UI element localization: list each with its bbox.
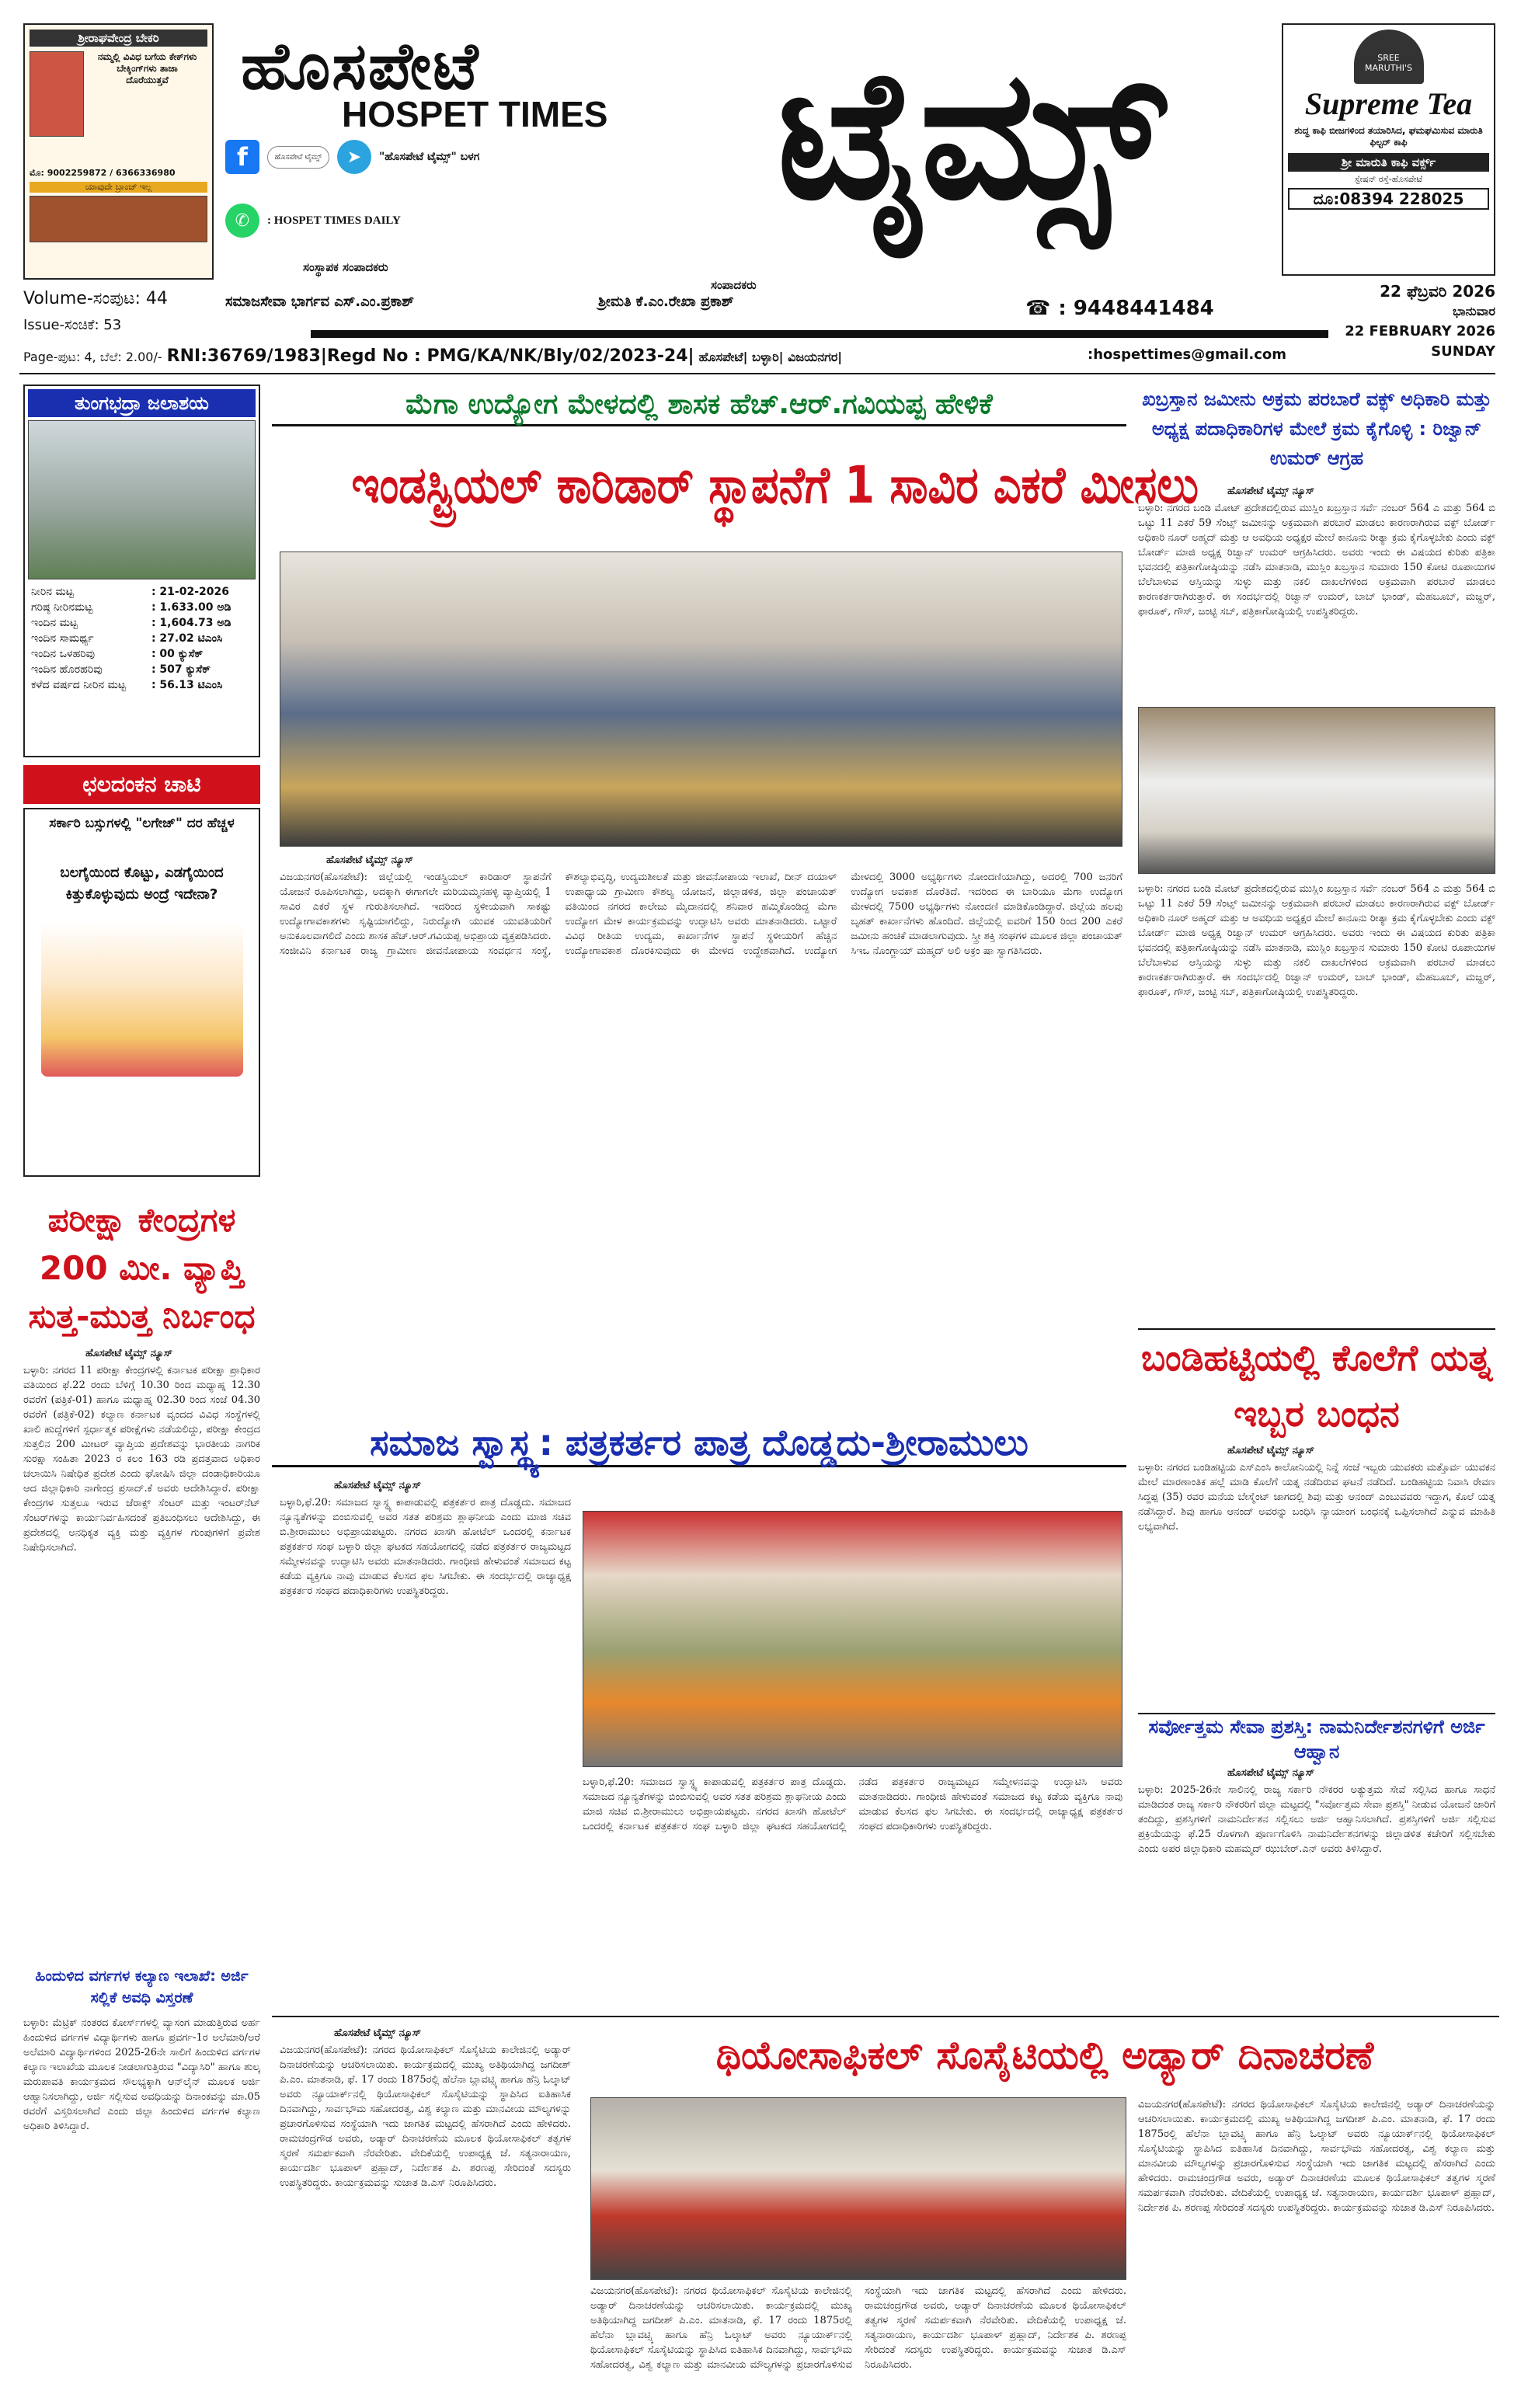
byline: ಹೊಸಪೇಟೆ ಟೈಮ್ಸ್ ನ್ಯೂಸ್ bbox=[1227, 485, 1315, 497]
job-fair-photo bbox=[280, 552, 1122, 847]
tea-ad bbox=[1282, 23, 1495, 276]
byline: ಹೊಸಪೇಟೆ ಟೈಮ್ಸ್ ನ್ಯೂಸ್ bbox=[334, 2027, 422, 2039]
masthead-logo: ಟೈಮ್ಸ್ bbox=[777, 32, 1165, 239]
dam-row bbox=[31, 584, 252, 600]
exam-article-body: ಬಳ್ಳಾರಿ: ನಗರದ 11 ಪರೀಕ್ಷಾ ಕೇಂದ್ರಗಳಲ್ಲಿ ಕರ್ನಾಟಕ ಪರೀಕ್ಷಾ ಪ್ರಾಧಿಕಾರ ವತಿಯಿಂದ ಫೆ.22 ರಂದು ಬೆಳಿಗ್ಗೆ 10.30 ರಿಂದ ಮಧ್ಯಾಹ್ನ 12.30 ರವರೆಗೆ (ಪತ್ರಿಕೆ-01) ಹಾಗೂ ಮಧ್ಯಾಹ್ನ 02.30 ರಿಂದ ಸಂಜೆ 04.30 ರವರೆಗೆ (ಪತ್ರಿಕೆ-02) ಕಲ್ಯಾಣ ಕರ್ನಾಟಕ ವೃಂದದ ವಿವಿಧ ಸಂಸ್ಥೆಗಳಲ್ಲಿ ಖಾಲಿ ಹುದ್ದೆಗಳಿಗೆ ಸ್ಪರ್ಧಾತ್ಮಕ ಪರೀಕ್ಷೆಗಳು ನಡೆಯಲಿದ್ದು, ಪರೀಕ್ಷಾ ಕೇಂದ್ರದ ಸುತ್ತಲಿನ 200 ಮೀಟರ್ ವ್ಯಾಪ್ತಿಯ ಪ್ರದೇಶವನ್ನು ಭಾರತೀಯ ನಾಗರಿಕ ಸುರಕ್ಷಾ ಸಂಹಿತಾ 2023 ರ ಕಲಂ 163 ರಡಿ ಪ್ರದತ್ತವಾದ ಅಧಿಕಾರ ಚಲಾಯಿಸಿ ನಿಷೇಧಿತ ಪ್ರದೇಶ ಎಂದು ಘೋಷಿಸಿ ಜಿಲ್ಲಾ ದಂಡಾಧಿಕಾರಿಯೂ ಆದ ಜಿಲ್ಲಾಧಿಕಾರಿ ನಾಗೇಂದ್ರ ಪ್ರಸಾದ್.ಕೆ ಅವರು ಆದೇಶಿಸಿದ್ದಾರೆ. ಪರೀಕ್ಷಾ ಕೇಂದ್ರಗಳ ಸುತ್ತಲೂ ಇರುವ ಜೆರಾಕ್ಸ್ ಸೆಂಟರ್ ಮತ್ತು ಇಂಟರ್‌ನೆಟ್ ಸೆಂಟರ್‌ಗಳನ್ನು ಕಾರ್ಯನಿರ್ವಹಿಸದಂತೆ ಪ್ರತಿಬಂಧಿಸಲು ಆದೇಶಿಸಿದ್ದು, ಈ ಪ್ರದೇಶದಲ್ಲಿ ಅನಧಿಕೃತ ವ್ಯಕ್ತಿ ಮತ್ತು ವ್ಯಕ್ತಿಗಳ ಗುಂಪುಗಳಿಗೆ ಪ್ರವೇಶ ನಿಷೇಧಿಸಲಾಗಿದೆ. bbox=[23, 1365, 260, 1554]
dam-row bbox=[31, 646, 252, 662]
waqf-article-body-cont: ಬಳ್ಳಾರಿ: ನಗರದ ಬಂಡಿ ಮೋಟ್ ಪ್ರದೇಶದಲ್ಲಿರುವ ಮುಸ್ಲಿಂ ಖಬ್ರಸ್ತಾನ ಸರ್ವೆ ನಂಬರ್ 564 ಎ ಮತ್ತು 564 ಬಿ ಒಟ್ಟು 11 ಎಕರೆ 59 ಸೆಂಟ್ಸ್ ಜಮೀನನ್ನು ಅಕ್ರಮವಾಗಿ ಪರಬಾರೆ ಮಾಡಲು ಕಾರಣರಾಗಿರುವ ವಕ್ಫ್ ಬೋರ್ಡ್ ಅಧಿಕಾರಿ ನೂರ್ ಅಹ್ಮದ್ ಮತ್ತು ಆ ಅವಧಿಯ ಅಧ್ಯಕ್ಷರ ಮೇಲೆ ಕಾನೂನು ರೀತ್ಯಾ ಕ್ರಮ ಕೈಗೊಳ್ಳಬೇಕು ಎಂದು ವಕ್ಫ್ ಬೋರ್ಡ್ ಮಾಜಿ ಅಧ್ಯಕ್ಷ ರಿಜ್ವಾನ್ ಉಮರ್ ಆಗ್ರಹಿಸಿದರು. ಅವರು ಇಂದು ಈ ವಿಷಯದ ಕುರಿತು ಪತ್ರಿಕಾ ಭವನದಲ್ಲಿ ಪತ್ರಿಕಾಗೋಷ್ಠಿಯನ್ನು ನಡೆಸಿ ಮಾತನಾಡಿ, ಮುಸ್ಲಿಂ ಖಬ್ರಸ್ತಾನ ಸುಮಾರು 150 ಕೋಟಿ ರೂಪಾಯಿಗಳ ಬೆಲೆಬಾಳುವ ಆಸ್ತಿಯನ್ನು ಸುಳ್ಳು ಮತ್ತು ನಕಲಿ ದಾಖಲೆಗಳಿಂದ ಅಕ್ರಮವಾಗಿ ಪರಬಾರೆ ಮಾಡಲು ಕಾರಣಕರ್ತರಾಗಿರುತ್ತಾರೆ. ಈ ಸಂದರ್ಭದಲ್ಲಿ ರಿಜ್ವಾನ್ ಉಮರ್, ಬಾಬ್ ಭಾಂಡ್, ಮೆಹಬೂಬ್, ಮಜ್ಹರ್, ಫಾರೂಕ್, ಗೌಸ್, ಜಂಟ್ಟಿ ಸಬ್, ಪತ್ರಿಕಾಗೋಷ್ಠಿಯಲ್ಲಿ ಉಪಸ್ಥಿತರಿದ್ದರು. bbox=[1138, 883, 1495, 998]
dam-value: : 21-02-2026 bbox=[151, 586, 229, 598]
corridor-kicker: ಮೆಗಾ ಉದ್ಯೋಗ ಮೇಳದಲ್ಲಿ ಶಾಸಕ ಹೆಚ್.ಆರ್.ಗವಿಯಪ್ಪ ಹೇಳಿಕೆ bbox=[272, 388, 1126, 426]
ad-line: ಬೇಕ್ಕಿಂಗ್‌ಗಳು ತಾಜಾ bbox=[117, 63, 178, 74]
dam-label: ಇಂದಿನ ಸಾಮರ್ಥ್ಯ bbox=[31, 632, 94, 645]
dam-box bbox=[23, 385, 260, 757]
byline: ಹೊಸಪೇಟೆ ಟೈಮ್ಸ್ ನ್ಯೂಸ್ bbox=[326, 854, 414, 866]
ad-footer: ಯಾವುದೇ ಬ್ರಾಂಚ್ ಇಲ್ಲ bbox=[30, 182, 207, 193]
dam-row bbox=[31, 600, 252, 615]
ad-line: ನಮ್ಮಲ್ಲಿ ವಿವಿಧ ಬಗೆಯ ಕೇಕ್‌ಗಳು bbox=[97, 51, 197, 62]
press-meet-photo bbox=[583, 1511, 1122, 1767]
dam-row bbox=[31, 615, 252, 631]
byline: ಹೊಸಪೇಟೆ ಟೈಮ್ಸ್ ನ್ಯೂಸ್ bbox=[85, 1348, 173, 1359]
dam-value: : 27.02 ಟಿಎಂಸಿ bbox=[151, 632, 223, 645]
cartoon-bubble: ಬಲಗೈಯಿಂದ ಕೊಟ್ಟು, ಎಡಗೈಯಿಂದ ಕಿತ್ತುಕೊಳ್ಳುವುದು ಅಂದ್ರೆ ಇದೇನಾ? bbox=[60, 865, 224, 903]
press-headline: ಸಮಾಜ ಸ್ವಾಸ್ಥ್ಯ: ಪತ್ರಕರ್ತರ ಪಾತ್ರ ದೊಡ್ಡದು-ಶ್ರೀರಾಮುಲು bbox=[272, 1421, 1126, 1467]
facebook-icon[interactable]: f bbox=[225, 140, 259, 174]
corridor-article-body: ವಿಜಯನಗರ(ಹೊಸಪೇಟೆ): ಜಿಲ್ಲೆಯಲ್ಲಿ ಇಂಡಸ್ಟ್ರಿಯಲ್ ಕಾರಿಡಾರ್ ಸ್ಥಾಪನೆಗೆ ಯೋಜನೆ ರೂಪಿಸಲಾಗಿದ್ದು, ಅದಕ್ಕಾಗಿ ಈಗಾಗಲೇ ಮರಿಯಮ್ಮನಹಳ್ಳಿ ವ್ಯಾಪ್ತಿಯಲ್ಲಿ 1 ಸಾವಿರ ಎಕರೆ ಸ್ಥಳ ಗುರುತಿಸಲಾಗಿದೆ. ಇದರಿಂದ ಸ್ಥಳೀಯವಾಗಿ ಸಾಕಷ್ಟು ಉದ್ಯೋಗಾವಕಾಶಗಳು ಸೃಷ್ಟಿಯಾಗಲಿದ್ದು, ನಿರುದ್ಯೋಗಿ ಯುವಕ ಯುವತಿಯರಿಗೆ ಅನುಕೂಲವಾಗಲಿದೆ ಎಂದು ಶಾಸಕ ಹೆಚ್.ಆರ್.ಗವಿಯಪ್ಪ ಅಭಿಪ್ರಾಯ ವ್ಯಕ್ತಪಡಿಸಿದರು. ಸಂಜೀವಿನಿ ಕರ್ನಾಟಕ ರಾಜ್ಯ ಗ್ರಾಮೀಣ ಜೀವನೋಪಾಯ ಸಂವರ್ಧನ ಸಂಸ್ಥೆ, ಕೌಶಲ್ಯಾಭಿವೃದ್ಧಿ, ಉದ್ಯಮಶೀಲತೆ ಮತ್ತು ಜೀವನೋಪಾಯ ಇಲಾಖೆ, ದೀನ್ ದಯಾಳ್ ಉಪಾಧ್ಯಾಯ ಗ್ರಾಮೀಣ ಕೌಶಲ್ಯ ಯೋಜನೆ, ಜಿಲ್ಲಾಡಳಿತ, ಜಿಲ್ಲಾ ಪಂಚಾಯತ್ ವತಿಯಿಂದ ನಗರದ ಕಾಲೇಜು ಮೈದಾನದಲ್ಲಿ ಶನಿವಾರ ಹಮ್ಮಿಕೊಂಡಿದ್ದ ಮೆಗಾ ಉದ್ಯೋಗ ಮೇಳ ಕಾರ್ಯಕ್ರಮವನ್ನು ಉದ್ಘಾಟಿಸಿ ಅವರು ಮಾತನಾಡಿದರು. ಒಟ್ಟಾರೆ ವಿವಿಧ ರೀತಿಯ ಉದ್ಯಮ, ಕಾರ್ಖಾನೆಗಳ ಸ್ಥಾಪನೆ ಸ್ಥಳೀಯರಿಗೆ ಹೆಚ್ಚಿನ ಉದ್ಯೋಗಾವಕಾಶ ದೊರಕಿಸುವುದು ಈ ಮೇಳದ ಉದ್ದೇಶವಾಗಿದೆ. ಉದ್ಯೋಗ ಮೇಳದಲ್ಲಿ 3000 ಅಭ್ಯರ್ಥಿಗಳು ನೋಂದಣಿಯಾಗಿದ್ದು, ಅದರಲ್ಲಿ 700 ಜನರಿಗೆ ಉದ್ಯೋಗ ಅವಕಾಶ ದೊರೆತಿದೆ. ಇದರಿಂದ ಈ ಬಾರಿಯೂ ಮೆಗಾ ಉದ್ಯೋಗ ಮೇಳದಲ್ಲಿ 7500 ಅಭ್ಯರ್ಥಿಗಳು ನೋಂದಣಿ ಮಾಡಿಕೊಂಡಿದ್ದಾರೆ. ಜಿಲ್ಲೆಯ ಹಲವು ಬೃಹತ್ ಕಾರ್ಖಾನೆಗಳು ಹೊಂದಿದೆ. ಜಿಲ್ಲೆಯಲ್ಲಿ ಐವರಿಗೆ 150 ರಿಂದ 200 ಎಕರೆ ಜಮೀನು ಹಂಚಿಕೆ ಮಾಡಲಾಗುವುದು. ಸ್ತ್ರೀ ಶಕ್ತಿ ಸಂಘಗಳ ಮೂಲಕ ಜಿಲ್ಲಾ ಪಂಚಾಯತ್ ಸಿಇಒ ನೊಂಗ್ಜಾಯ್ ಮಹ್ಮದ್ ಅಲಿ ಅಕ್ರಂ ಷಾ ಸ್ವಾಗತಿಸಿದರು. bbox=[280, 872, 1122, 957]
ad-title: ಶ್ರೀರಾಘವೇಂದ್ರ ಬೇಕರಿ bbox=[30, 30, 207, 47]
tea-phone: ದೂ:08394 228025 bbox=[1288, 188, 1489, 210]
theosophical-headline: ಥಿಯೋಸಾಫಿಕಲ್ ಸೊಸೈಟಿಯಲ್ಲಿ ಅಡ್ಯಾರ್ ದಿನಾಚರಣೆ bbox=[715, 2033, 1374, 2078]
tea-title: Supreme Tea bbox=[1304, 86, 1473, 121]
byline: ಹೊಸಪೇಟೆ ಟೈಮ್ಸ್ ನ್ಯೂಸ್ bbox=[1227, 1767, 1315, 1779]
award-article-body: ಬಳ್ಳಾರಿ: 2025-26ನೇ ಸಾಲಿನಲ್ಲಿ ರಾಜ್ಯ ಸರ್ಕಾರಿ ನೌಕರರ ಅತ್ಯುತ್ತಮ ಸೇವೆ ಸಲ್ಲಿಸಿದ ಹಾಗೂ ಸಾಧನೆ ಮಾಡಿದಂತ ರಾಜ್ಯ ಸರ್ಕಾರಿ ನೌಕರರಿಗೆ ಜಿಲ್ಲಾ ಮಟ್ಟದಲ್ಲಿ "ಸರ್ವೋತ್ತಮ ಸೇವಾ ಪ್ರಶಸ್ತಿ" ನೀಡುವ ಯೋಜನೆ ಜಾರಿಗೆ ತಂದಿದ್ದು, ಪ್ರಶಸ್ತಿಗಳಿಗೆ ನಾಮನಿರ್ದೇಶನ ಸಲ್ಲಿಸಲು ಅರ್ಜಿ ಆಹ್ವಾನಿಸಲಾಗಿದೆ. ಪ್ರಶಸ್ತಿಗಳಿಗೆ ಅರ್ಜಿ ಸಲ್ಲಿಸುವ ಪ್ರಕ್ರಿಯೆಯನ್ನು ಫೆ.25 ರೊಳಗಾಗಿ ಪೂರ್ಣಗೊಳಿಸಿ ನಾಮನಿರ್ದೇಶನಗಳನ್ನು ಜಿಲ್ಲಾಡಳಿತ ಕಚೇರಿಗೆ ಸಲ್ಲಿಸಬೇಕು ಎಂದು ಅಪರ ಜಿಲ್ಲಾಧಿಕಾರಿ ಮಹಮ್ಮದ್ ಝುಬೇರ್.ಎನ್ ಅವರು ತಿಳಿಸಿದ್ದಾರೆ. bbox=[1138, 1784, 1495, 1855]
places: ಹೊಸಪೇಟೆ| ಬಳ್ಳಾರಿ| ವಿಜಯನಗರ| bbox=[698, 350, 843, 364]
page-price: Page-ಪುಟ: 4, ಬೆಲೆ: 2.00/- bbox=[23, 350, 162, 364]
award-headline: ಸರ್ವೋತ್ತಮ ಸೇವಾ ಪ್ರಶಸ್ತಿ: ನಾಮನಿರ್ದೇಶನಗಳಿಗೆ ಅರ್ಜಿ ಆಹ್ವಾನ bbox=[1138, 1713, 1495, 1764]
dam-value: : 1.633.00 ಅಡಿ bbox=[151, 601, 231, 614]
dam-label: ಕಳೆದ ವರ್ಷದ ನೀರಿನ ಮಟ್ಟ bbox=[31, 679, 127, 691]
cartoon-box bbox=[23, 808, 260, 1177]
cartoon-drawing bbox=[41, 921, 243, 1077]
phone-number: : 9448441484 bbox=[1058, 297, 1214, 320]
tea-address: ಸ್ಟೇಷನ್ ರಸ್ತೆ-ಹೊಸಪೇಟೆ bbox=[1354, 174, 1423, 184]
deity-image bbox=[30, 51, 84, 137]
welfare-article-body: ಬಳ್ಳಾರಿ: ಮೆಟ್ರಿಕ್ ನಂತರದ ಕೋರ್ಸ್‌ಗಳಲ್ಲಿ ವ್ಯಾಸಂಗ ಮಾಡುತ್ತಿರುವ ಅರ್ಹ ಹಿಂದುಳಿದ ವರ್ಗಗಳ ವಿದ್ಯಾರ್ಥಿಗಳು ಹಾಗೂ ಪ್ರವರ್ಗ-1ರ ಅಲೆಮಾರಿ/ಅರೆ ಅಲೆಮಾರಿ ವಿದ್ಯಾರ್ಥಿಗಳಿಂದ 2025-26ನೇ ಸಾಲಿಗೆ ಹಿಂದುಳಿದ ವರ್ಗಗಳ ಕಲ್ಯಾಣ ಇಲಾಖೆಯ ಮೂಲಕ ನೀಡಲಾಗುತ್ತಿರುವ "ವಿದ್ಯಾಸಿರಿ" ಹಾಗೂ ಶುಲ್ಕ ಮರುಪಾವತಿ ಕಾರ್ಯಕ್ರಮದ ಸೌಲಭ್ಯಕ್ಕಾಗಿ ಆನ್‌ಲೈನ್ ಮೂಲಕ ಅರ್ಜಿ ಆಹ್ವಾನಿಸಲಾಗಿದ್ದು, ಅರ್ಜಿ ಸಲ್ಲಿಸುವ ಅವಧಿಯನ್ನು ದಿನಾಂಕವನ್ನು ಮಾ.05 ರವರೆಗೆ ವಿಸ್ತರಿಸಲಾಗಿದೆ ಎಂದು ಜಿಲ್ಲಾ ಹಿಂದುಳಿದ ವರ್ಗಗಳ ಕಲ್ಯಾಣ ಅಧಿಕಾರಿ ತಿಳಿಸಿದ್ದಾರೆ. bbox=[23, 2017, 260, 2132]
theosophical-article-body: ವಿಜಯನಗರ(ಹೊಸಪೇಟೆ): ನಗರದ ಥಿಯೋಸಾಫಿಕಲ್ ಸೊಸೈಟಿಯ ಕಾಲೇಜಿನಲ್ಲಿ ಅಡ್ಯಾರ್ ದಿನಾಚರಣೆಯನ್ನು ಆಚರಿಸಲಾಯಿತು. ಕಾರ್ಯಕ್ರಮದಲ್ಲಿ ಮುಖ್ಯ ಅತಿಥಿಯಾಗಿದ್ದ ಜಗದೀಶ್ ಪಿ.ಎಂ. ಮಾತನಾಡಿ, ಫೆ. 17 ರಂದು 1875ರಲ್ಲಿ ಹೆಲೆನಾ ಬ್ಲಾವಟ್ಸ್ಕಿ ಹಾಗೂ ಹೆನ್ರಿ ಓಲ್ಕಾಟ್ ಅವರು ನ್ಯೂಯಾರ್ಕ್‌ನಲ್ಲಿ ಥಿಯೋಸಾಫಿಕಲ್ ಸೊಸೈಟಿಯನ್ನು ಸ್ಥಾಪಿಸಿದ ಐತಿಹಾಸಿಕ ದಿನವಾಗಿದ್ದು, ಸಾರ್ವಭೌಮ ಸಹೋದರತ್ವ, ವಿಶ್ವ ಕಲ್ಯಾಣ ಮತ್ತು ಮಾನವೀಯ ಮೌಲ್ಯಗಳನ್ನು ಪ್ರಚಾರಗೊಳಿಸುವ ಸಂಸ್ಥೆಯಾಗಿ ಇದು ಜಾಗತಿಕ ಮಟ್ಟದಲ್ಲಿ ಹೆಸರಾಗಿದೆ ಎಂದು ಹೇಳಿದರು. ರಾಮಚಂದ್ರಗೌಡ ಅವರು, ಅಡ್ಯಾರ್ ದಿನಾಚರಣೆಯ ಮೂಲಕ ಥಿಯೋಸಾಫಿಕಲ್ ತತ್ವಗಳ ಸ್ಮರಣೆ ಸಮರ್ಪಕವಾಗಿ ನೆರವೇರಿತು. ವೇದಿಕೆಯಲ್ಲಿ ಉಪಾಧ್ಯಕ್ಷ ಜೆ. ಸತ್ಯನಾರಾಯಣ, ಕಾರ್ಯದರ್ಶಿ ಭೂಪಾಳ್ ಪ್ರಹ್ಲಾದ್, ನಿರ್ದೇಶಕ ಪಿ. ಶರಣಪ್ಪ ಸೇರಿದಂತೆ ಸದಸ್ಯರು ಉಪಸ್ಥಿತರಿದ್ದರು. ಕಾರ್ಯಕ್ರಮವನ್ನು ಸುಜಾತ ಡಿ.ಎಸ್ ನಿರೂಪಿಸಿದರು. bbox=[280, 2044, 571, 2189]
dam-label: ಇಂದಿನ ಒಳಹರಿವು bbox=[31, 648, 96, 660]
ad-line: ದೊರೆಯುತ್ತವೆ bbox=[126, 75, 169, 85]
telegram-icon[interactable]: ➤ bbox=[337, 140, 371, 174]
press-article-body-cont: ಬಳ್ಳಾರಿ,ಫೆ.20: ಸಮಾಜದ ಸ್ವಾಸ್ಥ್ಯ ಕಾಪಾಡುವಲ್ಲಿ ಪತ್ರಕರ್ತರ ಪಾತ್ರ ದೊಡ್ಡದು. ಸಮಾಜದ ನ್ಯೂನ್ಯತೆಗಳನ್ನು ಬಿಂಬಿಸುವಲ್ಲಿ ಅವರ ಸತತ ಪರಿಶ್ರಮ ಶ್ಲಾಘನೀಯ ಎಂದು ಮಾಜಿ ಸಚಿವ ಬಿ.ಶ್ರೀರಾಮುಲು ಅಭಿಪ್ರಾಯಪಟ್ಟರು. ನಗರದ ಖಾಸಗಿ ಹೋಟೆಲ್ ಒಂದರಲ್ಲಿ ಕರ್ನಾಟಕ ಪತ್ರಕರ್ತರ ಸಂಘ ಬಳ್ಳಾರಿ ಜಿಲ್ಲಾ ಘಟಕದ ಸಹಯೋಗದಲ್ಲಿ ನಡೆದ ಪತ್ರಕರ್ತರ ರಾಜ್ಯಮಟ್ಟದ ಸಮ್ಮೇಳನವನ್ನು ಉದ್ಘಾಟಿಸಿ ಅವರು ಮಾತನಾಡಿದರು. ಗಾಂಧೀಜಿ ಹೇಳುವಂತೆ ಸಮಾಜದ ಕಟ್ಟ ಕಡೆಯ ವ್ಯಕ್ತಿಗೂ ನಾವು ಮಾಡುವ ಕೆಲಸದ ಫಲ ಸಿಗಬೇಕು. ಈ ಸಂದರ್ಭದಲ್ಲಿ ರಾಜ್ಯಾಧ್ಯಕ್ಷ ಪತ್ರಕರ್ತರ ಸಂಘದ ಪದಾಧಿಕಾರಿಗಳು ಉಪಸ್ಥಿತರಿದ್ದರು. bbox=[583, 1776, 1122, 1832]
day-english: SUNDAY bbox=[1431, 343, 1495, 360]
welfare-headline: ಹಿಂದುಳಿದ ವರ್ಗಗಳ ಕಲ್ಯಾಣ ಇಲಾಖೆ: ಅರ್ಜಿ ಸಲ್ಲಿಕೆ ಅವಧಿ ವಿಸ್ತರಣೆ bbox=[35, 1968, 249, 2006]
byline: ಹೊಸಪೇಟೆ ಟೈಮ್ಸ್ ನ್ಯೂಸ್ bbox=[1227, 1445, 1315, 1456]
press-conference-photo bbox=[1138, 707, 1495, 874]
dam-row bbox=[31, 662, 252, 677]
issue: Issue-ಸಂಚಿಕೆ: 53 bbox=[23, 317, 122, 333]
dam-value: : 507 ಕ್ಯುಸೆಕ್ bbox=[151, 663, 211, 676]
dam-table bbox=[31, 584, 252, 693]
corridor-headline: ಇಂಡಸ್ಟ್ರಿಯಲ್ ಕಾರಿಡಾರ್ ಸ್ಥಾಪನೆಗೆ 1 ಸಾವಿರ ಎಕರೆ ಮೀಸಲು bbox=[351, 455, 1199, 515]
date-block bbox=[1321, 281, 1495, 362]
theosophical-photo bbox=[590, 2097, 1126, 2280]
theosophical-article-body-cont: ವಿಜಯನಗರ(ಹೊಸಪೇಟೆ): ನಗರದ ಥಿಯೋಸಾಫಿಕಲ್ ಸೊಸೈಟಿಯ ಕಾಲೇಜಿನಲ್ಲಿ ಅಡ್ಯಾರ್ ದಿನಾಚರಣೆಯನ್ನು ಆಚರಿಸಲಾಯಿತು. ಕಾರ್ಯಕ್ರಮದಲ್ಲಿ ಮುಖ್ಯ ಅತಿಥಿಯಾಗಿದ್ದ ಜಗದೀಶ್ ಪಿ.ಎಂ. ಮಾತನಾಡಿ, ಫೆ. 17 ರಂದು 1875ರಲ್ಲಿ ಹೆಲೆನಾ ಬ್ಲಾವಟ್ಸ್ಕಿ ಹಾಗೂ ಹೆನ್ರಿ ಓಲ್ಕಾಟ್ ಅವರು ನ್ಯೂಯಾರ್ಕ್‌ನಲ್ಲಿ ಥಿಯೋಸಾಫಿಕಲ್ ಸೊಸೈಟಿಯನ್ನು ಸ್ಥಾಪಿಸಿದ ಐತಿಹಾಸಿಕ ದಿನವಾಗಿದ್ದು, ಸಾರ್ವಭೌಮ ಸಹೋದರತ್ವ, ವಿಶ್ವ ಕಲ್ಯಾಣ ಮತ್ತು ಮಾನವೀಯ ಮೌಲ್ಯಗಳನ್ನು ಪ್ರಚಾರಗೊಳಿಸುವ ಸಂಸ್ಥೆಯಾಗಿ ಇದು ಜಾಗತಿಕ ಮಟ್ಟದಲ್ಲಿ ಹೆಸರಾಗಿದೆ ಎಂದು ಹೇಳಿದರು. ರಾಮಚಂದ್ರಗೌಡ ಅವರು, ಅಡ್ಯಾರ್ ದಿನಾಚರಣೆಯ ಮೂಲಕ ಥಿಯೋಸಾಫಿಕಲ್ ತತ್ವಗಳ ಸ್ಮರಣೆ ಸಮರ್ಪಕವಾಗಿ ನೆರವೇರಿತು. ವೇದಿಕೆಯಲ್ಲಿ ಉಪಾಧ್ಯಕ್ಷ ಜೆ. ಸತ್ಯನಾರಾಯಣ, ಕಾರ್ಯದರ್ಶಿ ಭೂಪಾಳ್ ಪ್ರಹ್ಲಾದ್, ನಿರ್ದೇಶಕ ಪಿ. ಶರಣಪ್ಪ ಸೇರಿದಂತೆ ಸದಸ್ಯರು ಉಪಸ್ಥಿತರಿದ್ದರು. ಕಾರ್ಯಕ್ರಮವನ್ನು ಸುಜಾತ ಡಿ.ಎಸ್ ನಿರೂಪಿಸಿದರು. bbox=[590, 2285, 1126, 2371]
cakes-image bbox=[30, 196, 207, 242]
telegram-label: "ಹೊಸಪೇಟೆ ಟೈಮ್ಸ್" ಬಳಗ bbox=[379, 151, 480, 163]
press-article-body: ಬಳ್ಳಾರಿ,ಫೆ.20: ಸಮಾಜದ ಸ್ವಾಸ್ಥ್ಯ ಕಾಪಾಡುವಲ್ಲಿ ಪತ್ರಕರ್ತರ ಪಾತ್ರ ದೊಡ್ಡದು. ಸಮಾಜದ ನ್ಯೂನ್ಯತೆಗಳನ್ನು ಬಿಂಬಿಸುವಲ್ಲಿ ಅವರ ಸತತ ಪರಿಶ್ರಮ ಶ್ಲಾಘನೀಯ ಎಂದು ಮಾಜಿ ಸಚಿವ ಬಿ.ಶ್ರೀರಾಮುಲು ಅಭಿಪ್ರಾಯಪಟ್ಟರು. ನಗರದ ಖಾಸಗಿ ಹೋಟೆಲ್ ಒಂದರಲ್ಲಿ ಕರ್ನಾಟಕ ಪತ್ರಕರ್ತರ ಸಂಘ ಬಳ್ಳಾರಿ ಜಿಲ್ಲಾ ಘಟಕದ ಸಹಯೋಗದಲ್ಲಿ ನಡೆದ ಪತ್ರಕರ್ತರ ರಾಜ್ಯಮಟ್ಟದ ಸಮ್ಮೇಳನವನ್ನು ಉದ್ಘಾಟಿಸಿ ಅವರು ಮಾತನಾಡಿದರು. ಗಾಂಧೀಜಿ ಹೇಳುವಂತೆ ಸಮಾಜದ ಕಟ್ಟ ಕಡೆಯ ವ್ಯಕ್ತಿಗೂ ನಾವು ಮಾಡುವ ಕೆಲಸದ ಫಲ ಸಿಗಬೇಕು. ಈ ಸಂದರ್ಭದಲ್ಲಿ ರಾಜ್ಯಾಧ್ಯಕ್ಷ ಪತ್ರಕರ್ತರ ಸಂಘದ ಪದಾಧಿಕಾರಿಗಳು ಉಪಸ್ಥಿತರಿದ್ದರು. bbox=[280, 1497, 571, 1597]
cartoon-section-title: ಛಲದಂಕನ ಚಾಟಿ bbox=[23, 765, 260, 804]
rule bbox=[272, 2016, 1499, 2017]
founder-name: ಸಮಾಜಸೇವಾ ಭಾರ್ಗವ ಎಸ್.ಎಂ.ಪ್ರಕಾಶ್ bbox=[225, 294, 414, 310]
ad-phone: ಮೊ: 9002259872 / 6366336980 bbox=[30, 168, 176, 178]
tea-shop: ಶ್ರೀ ಮಾರುತಿ ಕಾಫಿ ವರ್ಕ್ಸ್ bbox=[1288, 153, 1489, 172]
tea-brand: SREE MARUTHI'S bbox=[1354, 30, 1424, 84]
dam-value: : 56.13 ಟಿಎಂಸಿ bbox=[151, 679, 223, 691]
corridor-headline-box bbox=[272, 447, 1199, 540]
social-row bbox=[225, 140, 479, 174]
whatsapp-label: : HOSPET TIMES DAILY bbox=[267, 214, 401, 227]
dam-label: ಇಂದಿನ ಮಟ್ಟ bbox=[31, 617, 78, 629]
dam-value: : 00 ಕ್ಯುಸೆಕ್ bbox=[151, 648, 204, 660]
cartoon-caption: ಸರ್ಕಾರಿ ಬಸ್ಸುಗಳಲ್ಲಿ "ಲಗೇಜ್" ದರ ಹೆಚ್ಚಳ bbox=[49, 816, 235, 831]
dam-label: ನೀರಿನ ಮಟ್ಟ bbox=[31, 586, 74, 598]
bakery-ad bbox=[23, 23, 214, 280]
dam-title: ತುಂಗಭದ್ರಾ ಜಲಾಶಯ bbox=[28, 389, 256, 417]
editor-label: ಸಂಪಾದಕರು bbox=[711, 278, 757, 292]
volume: Volume-ಸಂಪುಟ: 44 bbox=[23, 289, 168, 308]
waqf-article-body: ಬಳ್ಳಾರಿ: ನಗರದ ಬಂಡಿ ಮೋಟ್ ಪ್ರದೇಶದಲ್ಲಿರುವ ಮುಸ್ಲಿಂ ಖಬ್ರಸ್ತಾನ ಸರ್ವೆ ನಂಬರ್ 564 ಎ ಮತ್ತು 564 ಬಿ ಒಟ್ಟು 11 ಎಕರೆ 59 ಸೆಂಟ್ಸ್ ಜಮೀನನ್ನು ಅಕ್ರಮವಾಗಿ ಪರಬಾರೆ ಮಾಡಲು ಕಾರಣರಾಗಿರುವ ವಕ್ಫ್ ಬೋರ್ಡ್ ಅಧಿಕಾರಿ ನೂರ್ ಅಹ್ಮದ್ ಮತ್ತು ಆ ಅವಧಿಯ ಅಧ್ಯಕ್ಷರ ಮೇಲೆ ಕಾನೂನು ರೀತ್ಯಾ ಕ್ರಮ ಕೈಗೊಳ್ಳಬೇಕು ಎಂದು ವಕ್ಫ್ ಬೋರ್ಡ್ ಮಾಜಿ ಅಧ್ಯಕ್ಷ ರಿಜ್ವಾನ್ ಉಮರ್ ಆಗ್ರಹಿಸಿದರು. ಅವರು ಇಂದು ಈ ವಿಷಯದ ಕುರಿತು ಪತ್ರಿಕಾ ಭವನದಲ್ಲಿ ಪತ್ರಿಕಾಗೋಷ್ಠಿಯನ್ನು ನಡೆಸಿ ಮಾತನಾಡಿ, ಮುಸ್ಲಿಂ ಖಬ್ರಸ್ತಾನ ಸುಮಾರು 150 ಕೋಟಿ ರೂಪಾಯಿಗಳ ಬೆಲೆಬಾಳುವ ಆಸ್ತಿಯನ್ನು ಸುಳ್ಳು ಮತ್ತು ನಕಲಿ ದಾಖಲೆಗಳಿಂದ ಅಕ್ರಮವಾಗಿ ಪರಬಾರೆ ಮಾಡಲು ಕಾರಣಕರ್ತರಾಗಿರುತ್ತಾರೆ. ಈ ಸಂದರ್ಭದಲ್ಲಿ ರಿಜ್ವಾನ್ ಉಮರ್, ಬಾಬ್ ಭಾಂಡ್, ಮೆಹಬೂಬ್, ಮಜ್ಹರ್, ಫಾರೂಕ್, ಗೌಸ್, ಜಂಟ್ಟಿ ಸಬ್, ಪತ್ರಿಕಾಗೋಷ್ಠಿಯಲ್ಲಿ ಉಪಸ್ಥಿತರಿದ್ದರು. bbox=[1138, 503, 1495, 618]
rule bbox=[19, 373, 1495, 374]
facebook-label: ಹೊಸಪೇಟೆ ಟೈಮ್ಸ್ bbox=[267, 146, 329, 169]
founder-label: ಸಂಸ್ಥಾಪಕ ಸಂಪಾದಕರು bbox=[303, 260, 388, 274]
tea-text: ಶುದ್ಧ ಕಾಫಿ ಬೀಜಗಳಿಂದ ತಯಾರಿಸಿದ, ಘಮಘಮಿಸುವ ಮಾರುತಿ ಫಿಲ್ಟರ್ ಕಾಫಿ bbox=[1294, 125, 1483, 148]
date-english: 22 FEBRUARY 2026 bbox=[1345, 323, 1495, 339]
email[interactable]: :hospettimes@gmail.com bbox=[1088, 346, 1286, 363]
dam-value: : 1,604.73 ಅಡಿ bbox=[151, 617, 231, 629]
divider bbox=[311, 330, 1328, 338]
masthead-title-kannada: ಹೊಸಪೇಟೆ bbox=[241, 28, 480, 104]
exam-headline: ಪರೀಕ್ಷಾ ಕೇಂದ್ರಗಳ 200 ಮೀ. ವ್ಯಾಪ್ತಿ ಸುತ್ತ-ಮುತ್ತ ನಿರ್ಬಂಧ bbox=[28, 1201, 256, 1335]
theosophical-article-body-right: ವಿಜಯನಗರ(ಹೊಸಪೇಟೆ): ನಗರದ ಥಿಯೋಸಾಫಿಕಲ್ ಸೊಸೈಟಿಯ ಕಾಲೇಜಿನಲ್ಲಿ ಅಡ್ಯಾರ್ ದಿನಾಚರಣೆಯನ್ನು ಆಚರಿಸಲಾಯಿತು. ಕಾರ್ಯಕ್ರಮದಲ್ಲಿ ಮುಖ್ಯ ಅತಿಥಿಯಾಗಿದ್ದ ಜಗದೀಶ್ ಪಿ.ಎಂ. ಮಾತನಾಡಿ, ಫೆ. 17 ರಂದು 1875ರಲ್ಲಿ ಹೆಲೆನಾ ಬ್ಲಾವಟ್ಸ್ಕಿ ಹಾಗೂ ಹೆನ್ರಿ ಓಲ್ಕಾಟ್ ಅವರು ನ್ಯೂಯಾರ್ಕ್‌ನಲ್ಲಿ ಥಿಯೋಸಾಫಿಕಲ್ ಸೊಸೈಟಿಯನ್ನು ಸ್ಥಾಪಿಸಿದ ಐತಿಹಾಸಿಕ ದಿನವಾಗಿದ್ದು, ಸಾರ್ವಭೌಮ ಸಹೋದರತ್ವ, ವಿಶ್ವ ಕಲ್ಯಾಣ ಮತ್ತು ಮಾನವೀಯ ಮೌಲ್ಯಗಳನ್ನು ಪ್ರಚಾರಗೊಳಿಸುವ ಸಂಸ್ಥೆಯಾಗಿ ಇದು ಜಾಗತಿಕ ಮಟ್ಟದಲ್ಲಿ ಹೆಸರಾಗಿದೆ ಎಂದು ಹೇಳಿದರು. ರಾಮಚಂದ್ರಗೌಡ ಅವರು, ಅಡ್ಯಾರ್ ದಿನಾಚರಣೆಯ ಮೂಲಕ ಥಿಯೋಸಾಫಿಕಲ್ ತತ್ವಗಳ ಸ್ಮರಣೆ ಸಮರ್ಪಕವಾಗಿ ನೆರವೇರಿತು. ವೇದಿಕೆಯಲ್ಲಿ ಉಪಾಧ್ಯಕ್ಷ ಜೆ. ಸತ್ಯನಾರಾಯಣ, ಕಾರ್ಯದರ್ಶಿ ಭೂಪಾಳ್ ಪ್ರಹ್ಲಾದ್, ನಿರ್ದೇಶಕ ಪಿ. ಶರಣಪ್ಪ ಸೇರಿದಂತೆ ಸದಸ್ಯರು ಉಪಸ್ಥಿತರಿದ್ದರು. ಕಾರ್ಯಕ್ರಮವನ್ನು ಸುಜಾತ ಡಿ.ಎಸ್ ನಿರೂಪಿಸಿದರು. bbox=[1138, 2099, 1495, 2214]
dam-row bbox=[31, 631, 252, 646]
rni-number: RNI:36769/1983|Regd No : PMG/KA/NK/Bly/02/2023-24| bbox=[166, 346, 694, 366]
dam-photo bbox=[28, 420, 256, 579]
day-kannada: ಭಾನುವಾರ bbox=[1453, 304, 1495, 318]
dam-row bbox=[31, 677, 252, 693]
phone-icon: ☎ bbox=[1025, 297, 1051, 320]
arrest-headline: ಬಂಡಿಹಟ್ಟಿಯಲ್ಲಿ ಕೊಲೆಗೆ ಯತ್ನ ಇಬ್ಬರ ಬಂಧನ bbox=[1138, 1328, 1495, 1442]
masthead-title-english: HOSPET TIMES bbox=[342, 94, 608, 134]
byline: ಹೊಸಪೇಟೆ ಟೈಮ್ಸ್ ನ್ಯೂಸ್ bbox=[334, 1480, 422, 1491]
arrest-article-body: ಬಳ್ಳಾರಿ: ನಗರದ ಬಂಡಿಹಟ್ಟಿಯ ಎಸ್‌ಎಂಸಿ ಕಾಲೋನಿಯಲ್ಲಿ ನಿನ್ನೆ ಸಂಜೆ ಇಬ್ಬರು ಯುವಕರು ಮತ್ತೊರ್ವ ಯುವಕನ ಮೇಲೆ ಮಾರಣಾಂತಿಕ ಹಲ್ಲೆ ಮಾಡಿ ಕೊಲೆಗೆ ಯತ್ನ ನಡೆದಿರುವ ಘಟನೆ ನಡೆದಿದೆ. ಬಂಡಿಹಟ್ಟಿಯ ನಿವಾಸಿ ರೇವಣ ಸಿದ್ದಪ್ಪ (35) ರವರ ಮನೆಯ ಬೇಸ್ಮೆಂಟ್ ಜಾಗದಲ್ಲಿ ಶಿವು ಮತ್ತು ಆನಂದ್ ಎಂಬುವವರು ಇದ್ದಾಗ, ಕೊಲೆ ಯತ್ನ ನಡೆಸಿದ್ದಾರೆ. ಶಿವು ಹಾಗೂ ಆನಂದ್ ಅವರನ್ನು ಬಂಧಿಸಿ ನ್ಯಾಯಾಂಗ ಬಂಧನಕ್ಕೆ ಒಪ್ಪಿಸಲಾಗಿದೆ ಎನ್ನುವ ಮಾಹಿತಿ ಲಭ್ಯವಾಗಿದೆ. bbox=[1138, 1462, 1495, 1533]
editor-name: ಶ್ರೀಮತಿ ಕೆ.ಎಂ.ರೇಖಾ ಪ್ರಕಾಶ್ bbox=[598, 294, 734, 310]
dam-label: ಗರಿಷ್ಠ ನೀರಿನಮಟ್ಟ bbox=[31, 601, 93, 614]
waqf-headline: ಖಬ್ರಸ್ತಾನ ಜಮೀನು ಅಕ್ರಮ ಪರಬಾರೆ ವಕ್ಫ್ ಅಧಿಕಾರಿ ಮತ್ತು ಅಧ್ಯಕ್ಷ ಪದಾಧಿಕಾರಿಗಳ ಮೇಲೆ ಕ್ರಮ ಕೈಗೊಳ್ಳಿ : ರಿಜ್ವಾನ್ ಉಮರ್ ಆಗ್ರಹ bbox=[1142, 388, 1491, 469]
dam-label: ಇಂದಿನ ಹೊರಹರಿವು bbox=[31, 663, 103, 676]
whatsapp-icon[interactable]: ✆ bbox=[225, 204, 259, 238]
date-kannada: 22 ಫೆಬ್ರವರಿ 2026 bbox=[1380, 282, 1495, 301]
